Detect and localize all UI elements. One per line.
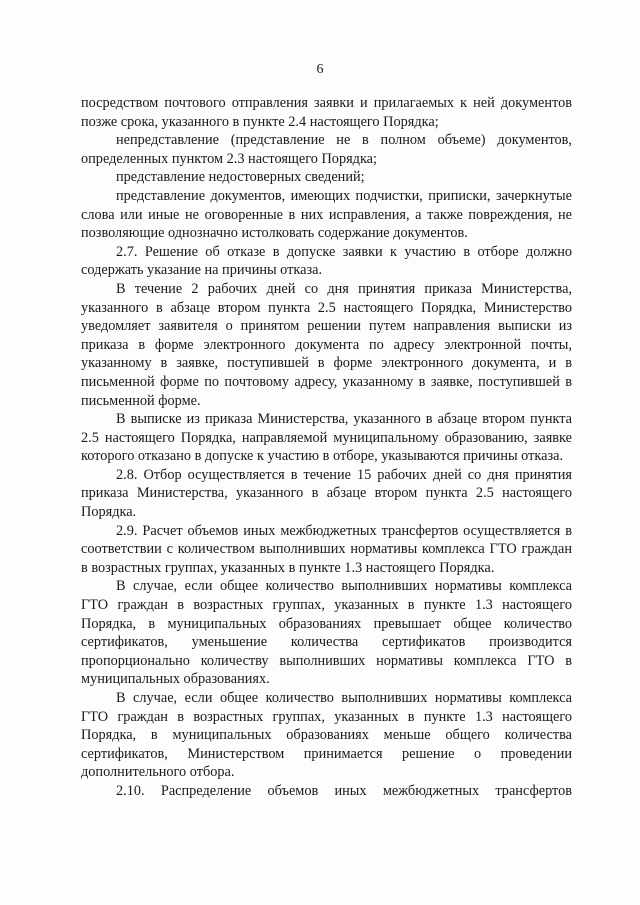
paragraph: В течение 2 рабочих дней со дня принятия приказа Министерства, указанного в абзаце втором пункта 2.5 настоящего Порядка, Министерство уведомляет заявителя о принятом решении путем направления выписки из приказа в форме электронного документа по адресу электронной почты, указанному в заявке, поступившей в форме электронного документа, и в письменной форме по почтовому адресу, указанному в заявке, поступившей в письменной форме. (81, 280, 572, 409)
paragraph: представление документов, имеющих подчистки, приписки, зачеркнутые слова или иные не оговоренные в них исправления, а также повреждения, не позволяющие однозначно истолковать содержание документов. (81, 187, 572, 242)
paragraph: представление недостоверных сведений; (116, 169, 365, 186)
paragraph-2-8: 2.8. Отбор осуществляется в течение 15 рабочих дней со дня принятия приказа Министерства, указанного в абзаце втором пункта 2.5 настоящего Порядка. (81, 466, 572, 521)
paragraph: В выписке из приказа Министерства, указанного в абзаце втором пункта 2.5 настоящего Порядка, направляемой муниципальному образованию, заявке которого отказано в допуске к участию в отборе, указываются причины отказа. (81, 411, 572, 465)
paragraph-2-7: 2.7. Решение об отказе в допуске заявки к участию в отборе должно содержать указание на причины отказа. (81, 243, 572, 279)
page-number: 6 (316, 62, 324, 77)
paragraph-2-10: 2.10. Распределение объемов иных межбюджетных трансфертов (116, 782, 572, 799)
paragraph: непредставление (представление не в полном объеме) документов, определенных пунктом 2.3 настоящего Порядка; (81, 132, 572, 167)
paragraph: В случае, если общее количество выполнивших нормативы комплекса ГТО граждан в возрастных группах, указанных в пункте 1.3 настоящего Порядка, в муниципальных образованиях меньше общего количества сертификатов, Министерством принимается решение о проведении дополнительного отбора. (81, 690, 572, 781)
paragraph: В случае, если общее количество выполнивших нормативы комплекса ГТО граждан в возрастных группах, указанных в пункте 1.3 настоящего Порядка, в муниципальных образованиях превышает общее количество сертификатов, уменьшение количества сертификатов производится пропорционально количеству выполнивших нормативы комплекса ГТО в муниципальных образованиях. (81, 578, 572, 688)
paragraph: посредством почтового отправления заявки и прилагаемых к ней документов позже срока, указанного в пункте 2.4 настоящего Порядка; (81, 95, 572, 130)
paragraph-2-9: 2.9. Расчет объемов иных межбюджетных трансфертов осуществляется в соответствии с количеством выполнивших нормативы комплекса ГТО граждан в возрастных группах, указанных в пункте 1.3 настоящего Порядка. (81, 522, 572, 576)
document-body (81, 94, 572, 801)
